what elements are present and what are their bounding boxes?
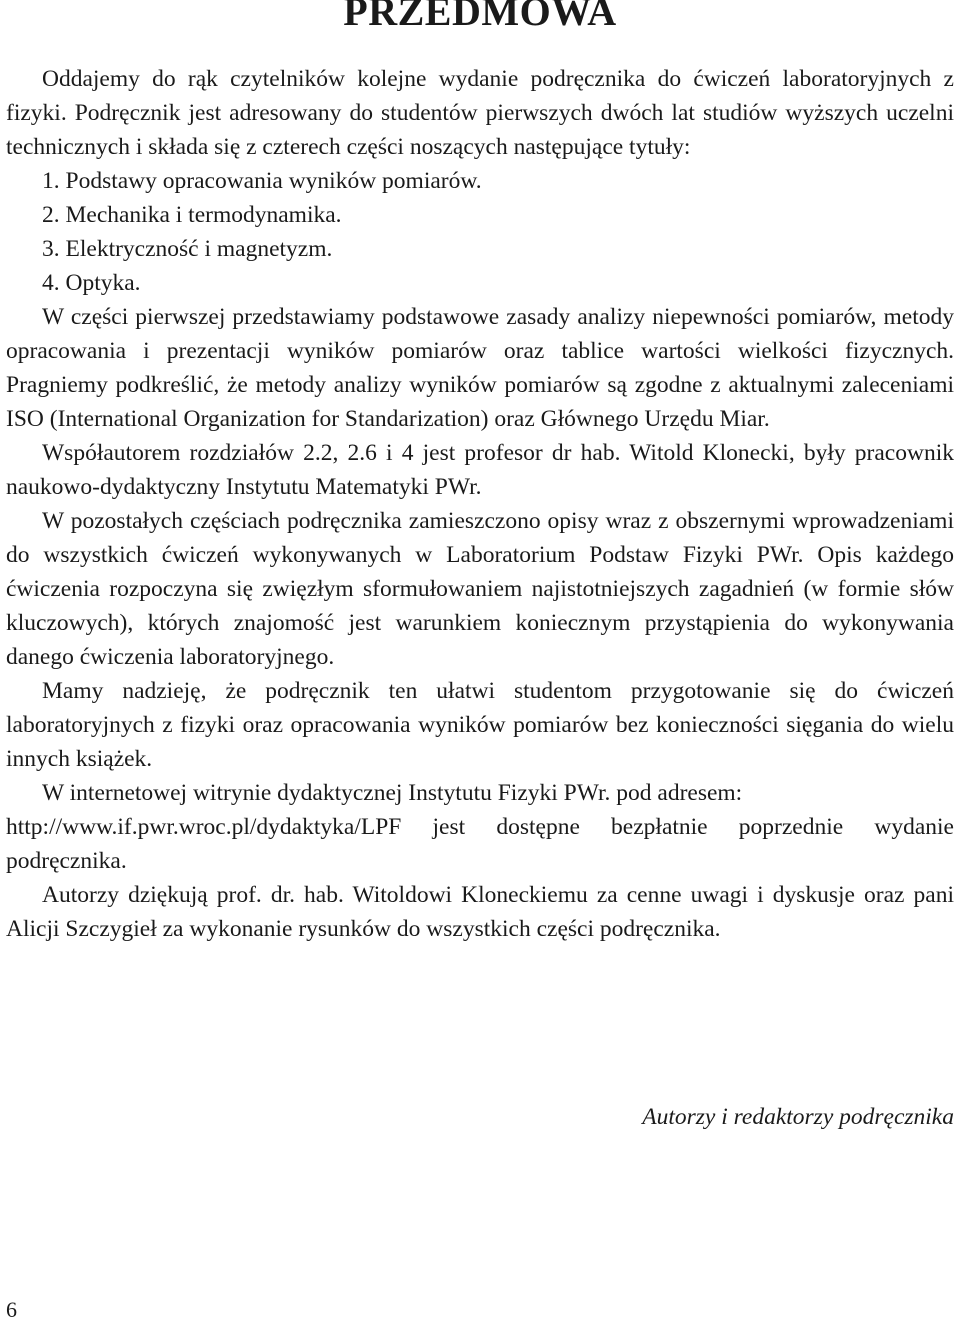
paragraph-coauthor: Współautorem rozdziałów 2.2, 2.6 i 4 jest profesor dr hab. Witold Klonecki, były pracownik naukowo-dydaktyczny Instytutu Matematyki PWr. [6,440,954,500]
paragraph-website: W internetowej witrynie dydaktycznej Instytutu Fizyki PWr. pod adresem: [42,780,743,806]
paragraph-hope: Mamy nadzieję, że podręcznik ten ułatwi studentom przygotowanie się do ćwiczeń laboratoryjnych z fizyki oraz opracowania wyników pomiarów bez konieczności sięgania do wielu innych książek. [6,678,954,772]
paragraph-part-one: W części pierwszej przedstawiamy podstawowe zasady analizy niepewności pomiarów, metody opracowania i prezentacji wyników pomiarów oraz tablice wartości wielkości fizycznych. Pragniemy podkreślić, że metody analizy wyników pomiarów są zgodne z aktualnymi zaleceniami ISO (International Organization for Standarization) oraz Głównego Urzędu Miar. [6,304,954,432]
paragraph-other-parts: W pozostałych częściach podręcznika zamieszczono opisy wraz z obszernymi wprowadzeniami do wszystkich ćwiczeń wykonywanych w Laboratorium Podstaw Fizyki PWr. Opis każdego ćwiczenia rozpoczyna się zwięzłym sformułowaniem najistotniejszych zagadnień (w formie słów kluczowych), których znajomość jest warunkiem koniecznym przystąpienia do wykonywania danego ćwiczenia laboratoryjnego. [6,508,954,670]
paragraph-url: http://www.if.pwr.wroc.pl/dydaktyka/LPF jest dostępne bezpłatnie poprzednie wydanie podręcznika. [6,814,954,874]
list-item-part-4: 4. Optyka. [42,270,141,296]
page-number: 6 [6,1297,17,1322]
preface-body [6,62,954,946]
signature: Autorzy i redaktorzy podręcznika [642,1104,954,1130]
list-item-part-1: 1. Podstawy opracowania wyników pomiarów. [42,168,482,194]
list-item-part-2: 2. Mechanika i termodynamika. [42,202,342,228]
paragraph-intro: Oddajemy do rąk czytelników kolejne wydanie podręcznika do ćwiczeń laboratoryjnych z fizyki. Podręcznik jest adresowany do studentów pierwszych dwóch lat studiów wyższych uczelni technicznych i składa się z czterech części noszących następujące tytuły: [6,66,954,160]
page-title: PRZEDMOWA [343,0,617,34]
list-item-part-3: 3. Elektryczność i magnetyzm. [42,236,333,262]
paragraph-thanks: Autorzy dziękują prof. dr. hab. Witoldowi Kloneckiemu za cenne uwagi i dyskusje oraz pani Alicji Szczygieł za wykonanie rysunków do wszystkich części podręcznika. [6,882,954,942]
